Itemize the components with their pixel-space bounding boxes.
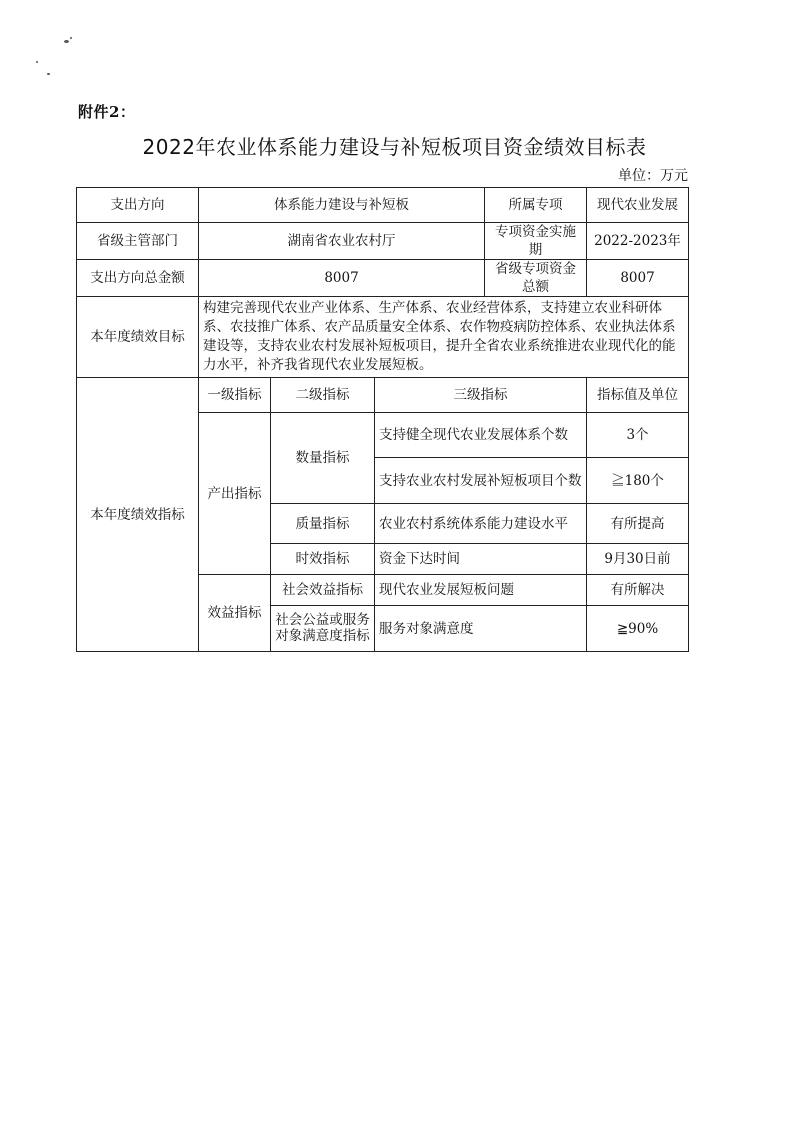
header-value: 指标值及单位 [587,378,689,413]
info-value: 湖南省农业农村厅 [199,223,485,260]
satisfaction-indicator-text: 社会公益或服务对象满意度指标 [275,611,370,644]
benefit-indicator-label: 效益指标 [199,575,271,652]
scan-speck [64,40,69,43]
timeliness-indicator-label: 时效指标 [271,544,375,575]
header-level1: 一级指标 [199,378,271,413]
performance-table [76,187,689,652]
level3-text: 支持农业农村发展补短板项目个数 [375,458,587,504]
indicator-value: 9月30日前 [587,544,689,575]
indicators-label: 本年度绩效指标 [77,378,199,652]
level3-text: 现代农业发展短板问题 [375,575,587,606]
info-label: 支出方向总金额 [77,260,199,297]
info-row [77,260,689,297]
info-label: 支出方向 [77,188,199,223]
level3-text: 农业农村系统体系能力建设水平 [375,504,587,544]
attachment-label: 附件2： [78,103,136,121]
info-row [77,223,689,260]
indicator-value: 有所提高 [587,504,689,544]
indicator-header-row [77,378,689,413]
info-value: 体系能力建设与补短板 [199,188,485,223]
quality-indicator-label: 质量指标 [271,504,375,544]
level3-text: 资金下达时间 [375,544,587,575]
output-indicator-label: 产出指标 [199,413,271,575]
header-level2: 二级指标 [271,378,375,413]
indicator-value: ≧90% [587,606,689,652]
scan-speck [47,73,50,75]
unit-label: 单位：万元 [618,168,688,184]
info-label: 省级主管部门 [77,223,199,260]
info-label: 省级专项资金总额 [485,260,587,297]
quantity-indicator-label: 数量指标 [271,413,375,504]
scan-speck [70,37,72,39]
social-benefit-label: 社会效益指标 [271,575,375,606]
satisfaction-indicator-label [271,606,375,652]
goal-row [77,297,689,378]
page-title: 2022年农业体系能力建设与补短板项目资金绩效目标表 [142,135,647,159]
info-value: 8007 [587,260,689,297]
goal-label: 本年度绩效目标 [77,297,199,378]
info-value: 现代农业发展 [587,188,689,223]
info-value: 8007 [199,260,485,297]
header-level3: 三级指标 [375,378,587,413]
goal-text: 构建完善现代农业产业体系、生产体系、农业经营体系，支持建立农业科研体系、农技推广体系、农产品质量安全体系、农作物疫病防控体系、农业执法体系建设等，支持农业农村发展补短板项目，提升全省农业系统推进农业现代化的能力水平，补齐我省现代农业发展短板。 [199,297,689,378]
indicator-value: ≧180个 [587,458,689,504]
info-label: 所属专项 [485,188,587,223]
level3-text: 支持健全现代农业发展体系个数 [375,413,587,458]
info-label: 专项资金实施期 [485,223,587,260]
level3-text: 服务对象满意度 [375,606,587,652]
scan-speck [36,61,38,63]
info-value: 2022-2023年 [587,223,689,260]
indicator-value: 有所解决 [587,575,689,606]
info-row [77,188,689,223]
indicator-value: 3个 [587,413,689,458]
